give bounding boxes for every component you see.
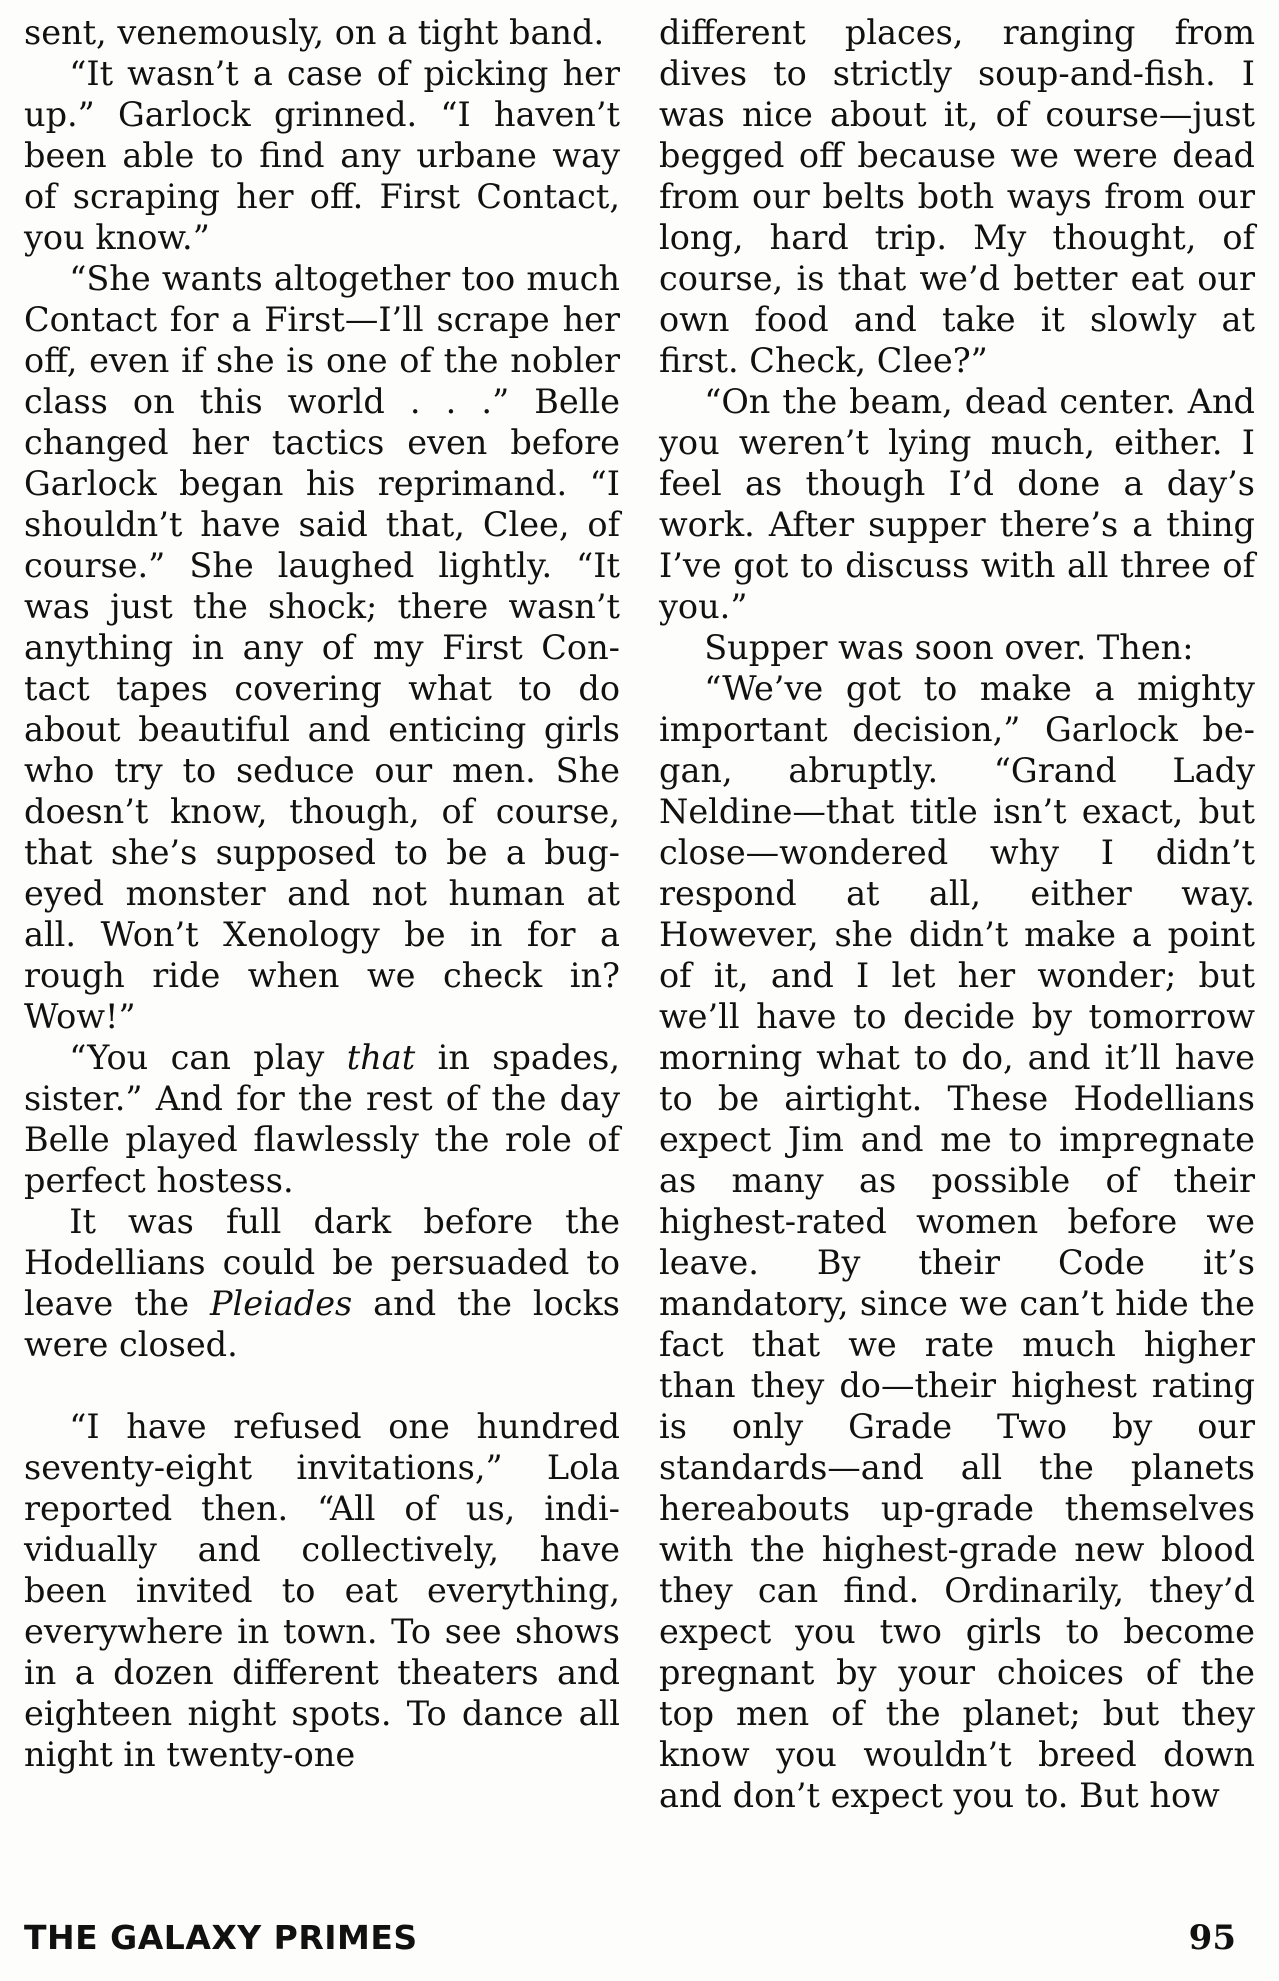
italic-text: Pleiades (209, 1284, 353, 1323)
paragraph (24, 1037, 620, 1201)
right-column (659, 12, 1255, 1816)
running-title: THE GALAXY PRIMES (24, 1918, 418, 1957)
paragraph: “It wasn’t a case of picking her up.” Garlock grinned. “I haven’t been able to find any urbane way of scraping her off. First Contact, you know.” (24, 54, 620, 257)
text-run: It was full dark before the Hodellians could be persuaded to leave the (24, 1202, 620, 1323)
text-run: and the locks were closed. (24, 1284, 620, 1364)
paragraph: “On the beam, dead center. And you weren’t lying much, either. I feel as though I’d done a day’s work. After supper there’s a thing I’ve got to discuss with all three of you.” (659, 382, 1255, 626)
paragraph: Supper was soon over. Then: (704, 628, 1194, 667)
paragraph (24, 1201, 620, 1365)
page-number: 95 (1188, 1918, 1236, 1958)
paragraph: sent, venemously, on a tight band. (24, 13, 605, 52)
text-run: in spades, sister.” And for the rest of the day Belle played flawlessly the role of perfect hostess. (24, 1038, 620, 1200)
left-column (24, 12, 620, 1775)
paragraph: “She wants altogether too much Contact for a First—I’ll scrape her off, even if she is one of the nobler class on this world . . .” Belle changed her tactics even before Garlock began his reprimand. “I shouldn’t have said that, Clee, of course.” She laughed lightly. “It was just the shock; there wasn’t anything in any of my First Contact tapes covering what to do about beautiful and enticing girls who try to seduce our men. She doesn’t know, though, of course, that she’s supposed to be a bug-eyed monster and not human at all. Won’t Xenology be in for a rough ride when we check in? Wow!” (24, 259, 620, 1036)
paragraph: “I have refused one hundred seventy-eight invitations,” Lola reported then. “All of us, individually and collectively, have been invited to eat everything, everywhere in town. To see shows in a dozen different theaters and eighteen night spots. To dance all night in twenty-one (24, 1407, 620, 1774)
paragraph: “We’ve got to make a mighty important decision,” Garlock began, abruptly. “Grand Lady Neldine—that title isn’t exact, but close—wondered why I didn’t respond at all, either way. However, she didn’t make a point of it, and I let her wonder; but we’ll have to decide by tomorrow morning what to do, and it’ll have to be airtight. These Hodellians expect Jim and me to impregnate as many as possible of their highest-rated women before we leave. By their Code it’s mandatory, since we can’t hide the fact that we rate much higher than they do—their highest rating is only Grade Two by our standards—and all the planets hereabouts up-grade themselves with the highest-grade new blood they can find. Ordinarily, they’d expect you two girls to become pregnant by your choices of the top men of the planet; but they know you wouldn’t breed down and don’t expect you to. But how (659, 669, 1255, 1815)
paragraph: different places, ranging from dives to strictly soup-and-fish. I was nice about it, of course—just begged off because we were dead from our belts both ways from our long, hard trip. My thought, of course, is that we’d better eat our own food and take it slowly at first. Check, Clee?” (659, 13, 1255, 380)
page-footer (24, 1918, 1236, 1968)
text-run: “You can play (69, 1038, 347, 1077)
italic-text: that (346, 1038, 416, 1077)
